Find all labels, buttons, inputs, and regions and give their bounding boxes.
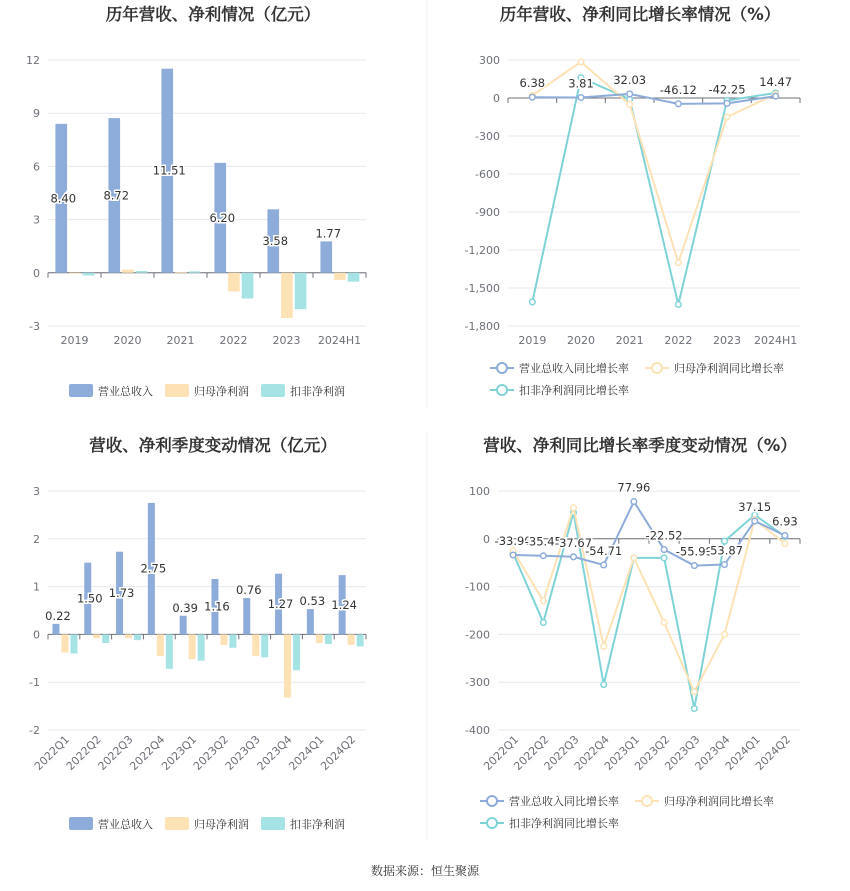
data-label-2019: 8.40: [50, 191, 77, 206]
point-2024q2-s0: [782, 533, 788, 539]
bar-2024h1-s1: [334, 273, 346, 280]
bar-2022q3-s1: [125, 634, 132, 638]
x-tick-label-2024q2: 2024Q2: [752, 732, 794, 773]
data-label-2024h1: 1.77: [315, 226, 342, 241]
bar-2024h1-s2: [348, 273, 360, 282]
x-tick-label-2022q3: 2022Q3: [541, 732, 582, 773]
data-label-2022: -46.12: [659, 82, 697, 97]
bar-2023q4-s1: [284, 634, 291, 697]
point-2022q2-s1: [541, 598, 547, 604]
chart-title: 营收、净利同比增长率季度变动情况（%）: [483, 436, 797, 455]
point-2022q4-s0: [601, 562, 607, 568]
data-label-2023q2: -22.52: [645, 528, 683, 543]
legend-label-s2: 扣非净利润: [290, 385, 345, 398]
bar-2019-s1: [69, 273, 81, 274]
bar-2023q3-s0: [243, 598, 250, 634]
point-2024q1-s0: [752, 518, 758, 524]
legend-swatch-s2: [261, 817, 285, 830]
point-2023q3-s0: [692, 563, 698, 569]
point-2023q1-s1: [631, 555, 637, 561]
point-2020-s1: [578, 59, 584, 65]
legend-label-s2: 扣非净利润同比增长率: [509, 817, 619, 830]
x-tick-label-2024q2: 2024Q2: [318, 732, 359, 773]
x-tick-label-2022q4: 2022Q4: [127, 732, 168, 773]
data-label-2024q1: 37.15: [738, 500, 772, 515]
legend-label-s0: 营业总收入: [98, 818, 153, 831]
bar-2022q1-s0: [52, 624, 59, 635]
x-tick-label-2022q1: 2022Q1: [481, 732, 522, 773]
point-2023q4-s0: [722, 562, 728, 568]
y-tick-label: 6: [33, 160, 40, 174]
bar-2023q2-s2: [229, 634, 236, 647]
y-tick-label: -300: [465, 676, 490, 690]
data-label-2022q3: -37.67: [554, 535, 593, 550]
x-tick-label-2023: 2023: [272, 334, 301, 347]
data-label-2022q4: -54.71: [585, 543, 623, 558]
x-tick-label-2022q2: 2022Q2: [63, 732, 104, 773]
bar-2023q1-s1: [189, 634, 196, 659]
data-label-2023q4: -53.87: [705, 543, 744, 558]
data-label-2024q2: 6.93: [772, 514, 798, 529]
x-tick-label-2024h1: 2024H1: [317, 334, 362, 347]
legend-swatch-s0: [69, 817, 93, 830]
data-label-2022q2: -35.45: [524, 534, 562, 549]
chart-title: 历年营收、净利同比增长率情况（%）: [499, 5, 781, 24]
y-tick-label: -100: [465, 580, 490, 594]
y-tick-label: -3: [29, 320, 40, 333]
bar-2020-s2: [136, 271, 148, 273]
point-2023-s0: [724, 101, 730, 107]
data-label-2024q2: 1.24: [331, 597, 357, 612]
x-tick-label-2022: 2022: [664, 334, 693, 347]
point-2019-s2: [530, 299, 536, 305]
y-tick-label: 100: [469, 485, 490, 498]
point-2022q1-s0: [510, 552, 516, 558]
data-label-2021: 11.51: [152, 163, 186, 178]
point-2023q2-s1: [661, 620, 667, 626]
data-label-2023: 3.58: [262, 234, 289, 249]
point-2022q2-s0: [541, 553, 547, 559]
y-tick-label: -1,200: [464, 244, 500, 257]
point-2024h1-s0: [773, 93, 779, 99]
x-tick-label-2024q1: 2024Q1: [722, 732, 763, 773]
point-2019-s0: [530, 94, 536, 100]
data-label-2023q1: 77.96: [617, 480, 651, 495]
bar-2023q1-s0: [180, 616, 187, 635]
bar-2019-s2: [83, 273, 95, 276]
x-tick-label-2022q4: 2022Q4: [571, 732, 612, 773]
bar-2023-s2: [295, 273, 307, 309]
x-tick-label-2021: 2021: [615, 334, 644, 347]
bar-2024q2-s1: [348, 634, 355, 645]
bar-2022q4-s2: [166, 634, 173, 668]
data-label-2023q3: -55.99: [675, 544, 713, 559]
data-label-2023: -42.25: [708, 82, 746, 97]
legend-swatch-s0: [69, 384, 93, 397]
annual-growth-rate-line-chart: [465, 4, 800, 397]
bar-2023q3-s2: [261, 634, 268, 657]
legend-marker-s1: [652, 363, 662, 373]
point-2023q1-s0: [631, 499, 637, 505]
y-tick-label: 2: [33, 532, 40, 546]
y-tick-label: -300: [475, 130, 500, 143]
legend-label-s2: 扣非净利润同比增长率: [519, 384, 629, 397]
data-label-2023q4: 1.27: [267, 597, 294, 612]
y-tick-label: 1: [33, 580, 40, 594]
legend-label-s2: 扣非净利润: [290, 818, 345, 831]
x-tick-label-2024q1: 2024Q1: [286, 732, 327, 773]
legend-label-s0: 营业总收入同比增长率: [519, 362, 629, 375]
y-tick-label: -200: [465, 628, 490, 642]
bar-2021-s2: [189, 271, 201, 272]
y-tick-label: -400: [465, 724, 490, 737]
y-tick-label: -600: [475, 168, 500, 181]
data-label-2020: 8.72: [103, 188, 130, 203]
x-tick-label-2022q2: 2022Q2: [511, 732, 552, 773]
x-tick-label-2022q1: 2022Q1: [31, 732, 73, 773]
bar-2021-s1: [175, 272, 187, 273]
y-tick-label: 3: [33, 213, 40, 227]
x-tick-label-2023q1: 2023Q1: [601, 732, 643, 773]
point-2023q4-s1: [722, 632, 728, 638]
y-tick-label: -1,500: [464, 282, 500, 295]
data-label-2022q2: 1.50: [76, 591, 103, 606]
y-tick-label: 12: [26, 54, 40, 67]
point-2022q4-s2: [601, 682, 607, 688]
bar-2022-s2: [242, 273, 254, 299]
legend-marker-s1: [642, 796, 652, 806]
x-tick-label-2023q3: 2023Q3: [222, 732, 263, 773]
point-2023q2-s0: [661, 547, 667, 553]
annual-revenue-profit-bar-chart: [26, 4, 366, 398]
y-tick-label: 3: [33, 485, 40, 498]
point-2022q4-s1: [601, 644, 607, 650]
bar-2023q1-s2: [198, 634, 205, 660]
bar-2024q1-s1: [316, 634, 323, 643]
bar-2022q1-s1: [61, 634, 68, 652]
legend-swatch-s1: [165, 817, 189, 830]
y-tick-label: 0: [493, 92, 500, 105]
x-tick-label-2023q2: 2023Q2: [632, 732, 673, 773]
data-label-2019: 6.38: [519, 76, 546, 91]
x-tick-label-2023q1: 2023Q1: [159, 732, 200, 773]
bar-2023q2-s1: [220, 634, 227, 645]
x-tick-label-2022: 2022: [219, 334, 248, 347]
data-source-note: 数据来源：恒生聚源: [370, 864, 480, 878]
legend-marker-s2: [497, 385, 507, 395]
bar-2022-s1: [228, 273, 240, 292]
y-tick-label: -1: [29, 676, 40, 690]
quarterly-revenue-profit-bar-chart: [29, 435, 366, 831]
y-tick-label: 0: [33, 266, 40, 280]
legend-marker-s0: [497, 363, 507, 373]
bar-2024q1-s2: [325, 634, 332, 644]
legend-label-s0: 营业总收入同比增长率: [509, 795, 619, 808]
y-tick-label: -2: [29, 724, 40, 737]
point-2023q3-s1: [692, 689, 698, 695]
point-2024q2-s1: [782, 541, 788, 547]
y-tick-label: 0: [33, 628, 40, 642]
point-2023-s1: [724, 114, 730, 120]
x-tick-label-2021: 2021: [166, 334, 195, 347]
x-tick-label-2020: 2020: [567, 334, 595, 347]
legend-label-s0: 营业总收入: [98, 385, 153, 398]
x-tick-label-2023q3: 2023Q3: [662, 732, 703, 773]
legend-label-s1: 归母净利润: [194, 385, 249, 398]
x-tick-label-2023q4: 2023Q4: [692, 732, 733, 773]
data-label-2023q2: 1.16: [204, 599, 230, 614]
data-label-2023q3: 0.76: [235, 583, 262, 598]
point-2021-s0: [627, 91, 633, 97]
chart-title: 历年营收、净利情况（亿元）: [105, 5, 321, 24]
data-label-2022q1: -33.90: [494, 534, 532, 549]
data-label-2022: 6.20: [209, 210, 236, 225]
x-tick-label-2019: 2019: [518, 334, 547, 347]
point-2023q3-s2: [692, 706, 698, 712]
bar-2024q1-s0: [307, 609, 314, 634]
legend-label-s1: 归母净利润: [194, 818, 249, 831]
x-tick-label-2023q4: 2023Q4: [254, 732, 295, 773]
bar-2024h1-s0: [320, 241, 332, 272]
x-tick-label-2023q2: 2023Q2: [190, 732, 232, 773]
bar-2022q2-s2: [102, 634, 109, 643]
point-2020-s0: [578, 95, 584, 101]
bar-2022q3-s2: [134, 634, 141, 640]
y-tick-label: 300: [479, 54, 500, 67]
point-2021-s1: [627, 102, 633, 108]
bar-2020-s1: [122, 270, 134, 273]
data-label-2024q1: 0.53: [299, 594, 326, 609]
bar-2023q4-s2: [293, 634, 300, 670]
x-tick-label-2024h1: 2024H1: [754, 334, 798, 347]
point-2022-s0: [676, 101, 682, 107]
point-2022q3-s1: [571, 505, 577, 511]
y-tick-label: -900: [475, 206, 500, 219]
y-tick-label: 0: [483, 532, 490, 546]
point-2022q3-s0: [571, 554, 577, 560]
x-tick-label-2020: 2020: [113, 334, 142, 347]
bar-2022q4-s1: [157, 634, 164, 656]
y-tick-label: 9: [33, 107, 40, 121]
x-tick-label-2019: 2019: [60, 334, 89, 347]
data-label-2023q1: 0.39: [172, 600, 198, 615]
point-2022q2-s2: [541, 620, 547, 626]
data-label-2021: 32.03: [613, 72, 647, 87]
bar-2023-s1: [281, 273, 293, 318]
point-2022-s1: [676, 260, 682, 266]
x-tick-label-2023: 2023: [713, 334, 741, 347]
legend-swatch-s2: [261, 384, 285, 397]
legend-label-s1: 归母净利润同比增长率: [664, 795, 774, 808]
y-tick-label: -1,800: [464, 320, 500, 333]
bar-2022q2-s1: [93, 634, 100, 638]
quarterly-growth-rate-line-chart: [465, 435, 800, 830]
legend-marker-s0: [487, 796, 497, 806]
data-label-2022q1: 0.22: [45, 608, 71, 623]
data-label-2024h1: 14.47: [759, 75, 793, 90]
data-label-2022q3: 1.73: [108, 586, 135, 601]
data-label-2020: 3.81: [568, 76, 594, 91]
bar-2022q1-s2: [70, 634, 77, 653]
point-2023q2-s2: [661, 555, 667, 561]
bar-2023q3-s1: [252, 634, 259, 656]
point-2022-s2: [676, 302, 682, 308]
data-label-2022q4: 2.75: [140, 561, 167, 576]
legend-label-s1: 归母净利润同比增长率: [674, 362, 784, 375]
chart-title: 营收、净利季度变动情况（亿元）: [89, 436, 337, 455]
legend-marker-s2: [487, 818, 497, 828]
legend-swatch-s1: [165, 384, 189, 397]
x-tick-label-2022q3: 2022Q3: [95, 732, 136, 773]
bar-2024q2-s2: [357, 634, 364, 646]
